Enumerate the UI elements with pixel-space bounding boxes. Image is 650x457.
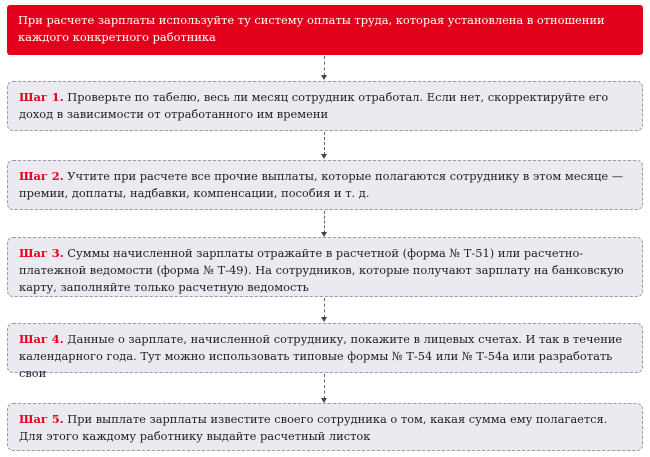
step-2-text: Учтите при расчете все прочие выплаты, которые полагаются сотруднику в этом месяце — премии, доплаты, надбавки, компенсации, пособия и т. д. [19, 169, 624, 200]
step-5-label: Шаг 5. [19, 412, 64, 426]
connector-line [324, 132, 325, 155]
step-1-box [7, 81, 643, 131]
connector-line [324, 374, 325, 399]
header-text: При расчете зарплаты используйте ту систему оплаты труда, которая установлена в отношении каждого конкретного работника [18, 13, 605, 44]
step-5-box [7, 403, 643, 451]
step-2-label: Шаг 2. [19, 169, 64, 183]
header-box [7, 5, 643, 55]
arrow-down-icon [321, 75, 327, 80]
arrow-down-icon [321, 317, 327, 322]
step-3-label: Шаг 3. [19, 246, 64, 260]
arrow-down-icon [321, 154, 327, 159]
step-4-label: Шаг 4. [19, 332, 64, 346]
connector-line [324, 298, 325, 318]
connector-line [324, 211, 325, 233]
step-1-label: Шаг 1. [19, 90, 64, 104]
step-4-box [7, 323, 643, 380]
step-2-box [7, 160, 643, 210]
connector-line [324, 56, 325, 76]
step-4-text: Данные о зарплате, начисленной сотруднику, покажите в лицевых счетах. И так в течение календарного года. Тут можно использовать типовые формы № Т-54 или № Т-54а или разработать свои [19, 332, 623, 380]
step-5-text: При выплате зарплаты известите своего сотрудника о том, какая сумма ему полагается. Для этого каждому работнику выдайте расчетный листок [19, 412, 608, 443]
step-3-box [7, 237, 643, 297]
step-3-text: Суммы начисленной зарплаты отражайте в расчетной (форма № Т-51) или расчетно-платежной ведомости (форма № Т-49). На сотрудников, которые получают зарплату на банковскую карту, заполняйте только расчетную ведомость [19, 246, 624, 294]
step-1-text: Проверьте по табелю, весь ли месяц сотрудник отработал. Если нет, скорректируйте его доход в зависимости от отработанного им времени [19, 90, 609, 121]
